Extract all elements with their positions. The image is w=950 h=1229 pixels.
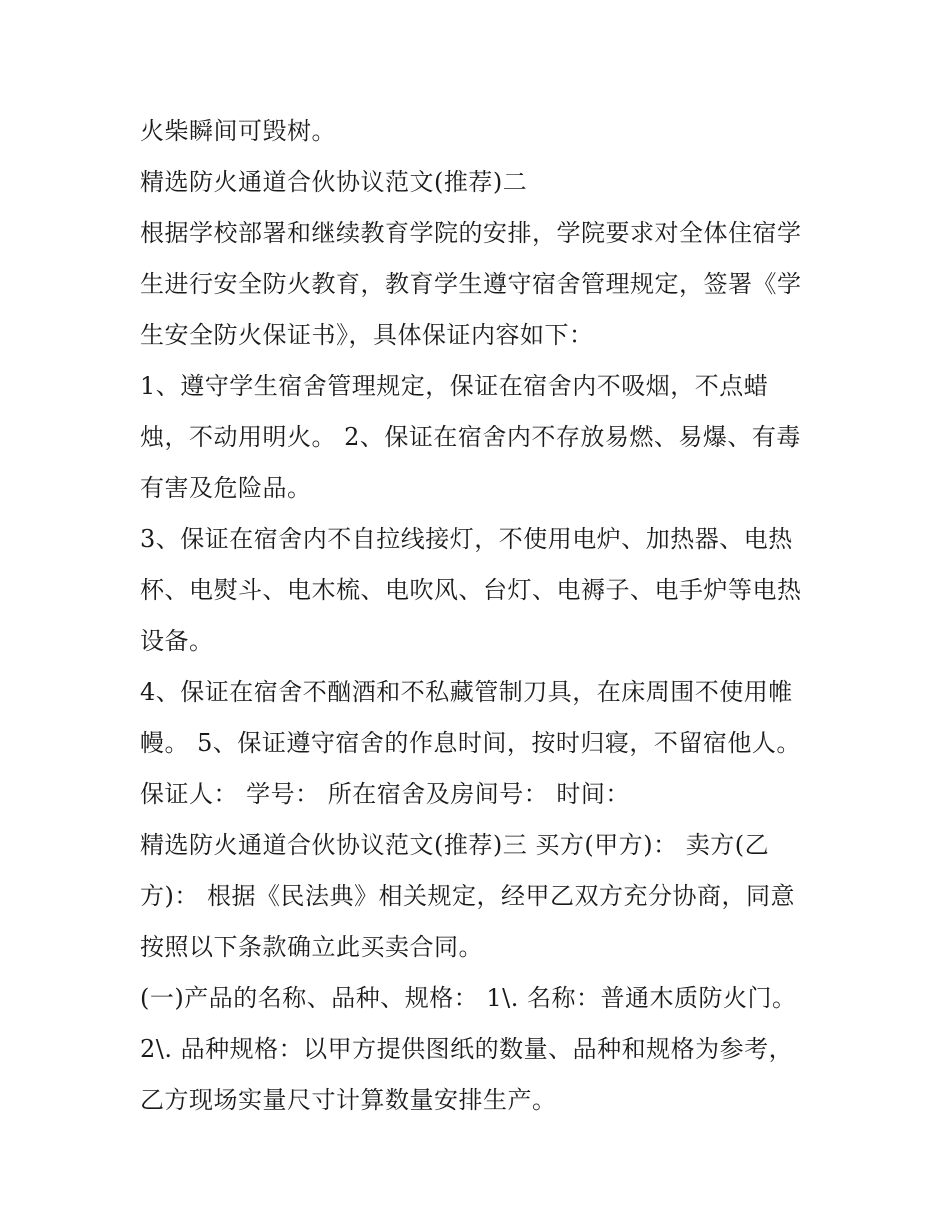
- text-line: 1、遵守学生宿舍管理规定，保证在宿舍内不吸烟，不点蜡: [140, 372, 769, 400]
- text-line: 生安全防火保证书》，具体保证内容如下：: [140, 321, 594, 349]
- document-body: [140, 106, 830, 1126]
- text-line: 3、保证在宿舍内不自拉线接灯，不使用电炉、加热器、电热: [140, 525, 793, 553]
- section-heading: 精选防火通道合伙协议范文(推荐)二: [140, 168, 528, 196]
- text-line: 有害及危险品。: [140, 474, 312, 502]
- text-line: 幔。 5、保证遵守宿舍的作息时间，按时归寝，不留宿他人。: [140, 729, 801, 757]
- text-line: 烛，不动用明火。 2、保证在宿舍内不存放易燃、易爆、有毒: [140, 423, 801, 451]
- text-line: (一)产品的名称、品种、规格： 1\. 名称：普通木质防火门。: [140, 984, 797, 1012]
- text-line: 方)： 根据《民法典》相关规定，经甲乙双方充分协商，同意: [140, 882, 795, 910]
- signature-fields-line: 保证人： 学号： 所在宿舍及房间号： 时间：: [140, 780, 630, 808]
- text-line: 乙方现场实量尺寸计算数量安排生产。: [140, 1086, 557, 1114]
- text-line: 设备。: [140, 627, 214, 655]
- text-line: 杯、电熨斗、电木梳、电吹风、台灯、电褥子、电手炉等电热: [140, 576, 802, 604]
- section-heading: 精选防火通道合伙协议范文(推荐)三 买方(甲方)： 卖方(乙: [140, 831, 770, 859]
- text-line: 按照以下条款确立此买卖合同。: [140, 933, 483, 961]
- text-line: 4、保证在宿舍不酗酒和不私藏管制刀具，在床周围不使用帷: [140, 678, 793, 706]
- text-line: 2\. 品种规格：以甲方提供图纸的数量、品种和规格为参考，: [140, 1035, 794, 1063]
- text-line: 火柴瞬间可毁树。: [140, 117, 336, 145]
- text-line: 根据学校部署和继续教育学院的安排，学院要求对全体住宿学: [140, 219, 802, 247]
- text-line: 生进行安全防火教育，教育学生遵守宿舍管理规定，签署《学: [140, 270, 802, 298]
